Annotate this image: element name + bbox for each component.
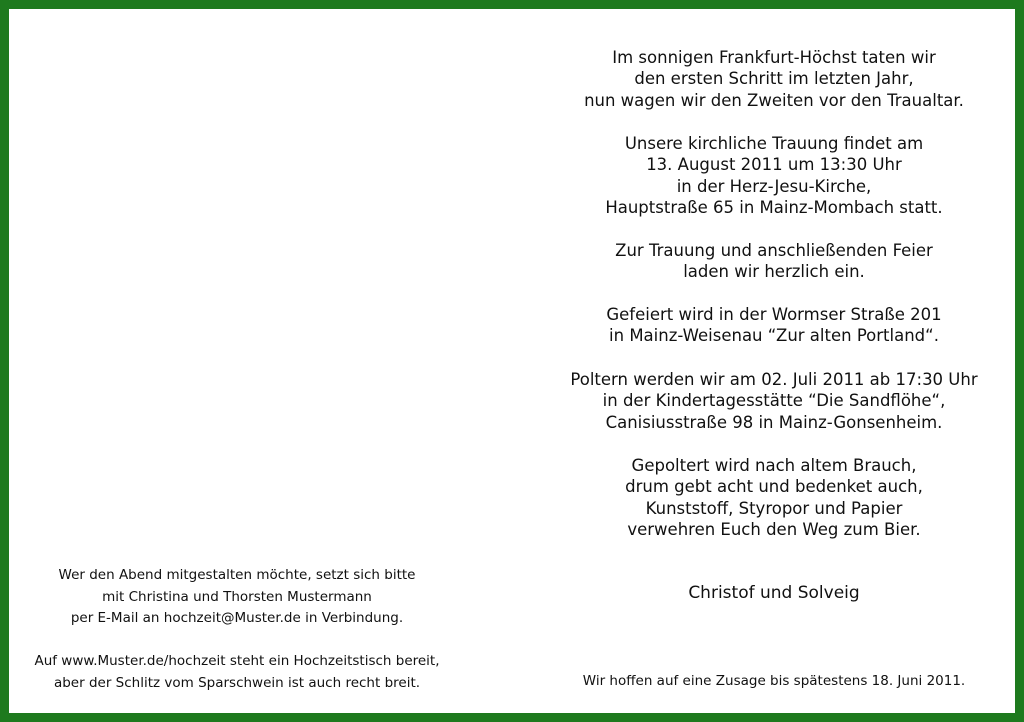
stanza-line: in Mainz-Weisenau “Zur alten Portland“. xyxy=(609,326,939,346)
stanza-line: Gefeiert wird in der Wormser Straße 201 xyxy=(606,305,942,324)
stanza-line: Kunststoff, Styropor und Papier xyxy=(645,498,903,518)
stanza-line: Poltern werden wir am 02. Juli 2011 ab 17:30 Uhr xyxy=(570,370,978,389)
left-line: mit Christina und Thorsten Mustermann xyxy=(102,588,372,605)
stanza-line: in der Kindertagesstätte “Die Sandflöhe“, xyxy=(602,391,946,411)
rsvp-note: Wir hoffen auf eine Zusage bis spätestens 18. Juni 2011. xyxy=(582,673,966,689)
stanza-ceremony xyxy=(556,133,992,219)
stanza-line: nun wagen wir den Zweiten vor den Traualtar. xyxy=(584,90,964,110)
stanza-line: in der Herz-Jesu-Kirche, xyxy=(676,176,872,196)
stanza-line: Zur Trauung und anschließenden Feier xyxy=(615,241,933,260)
stanza-line: 13. August 2011 um 13:30 Uhr xyxy=(646,155,902,175)
stanza-line: Canisiusstraße 98 in Mainz-Gonsenheim. xyxy=(605,412,943,432)
stanza-line: Unsere kirchliche Trauung findet am xyxy=(624,134,924,153)
stanza-intro xyxy=(556,47,992,111)
stanza-invitation xyxy=(556,240,992,283)
stanza-poem xyxy=(556,455,992,541)
stanza-line: drum gebt acht und bedenket auch, xyxy=(625,477,923,497)
left-line: Auf www.Muster.de/hochzeit steht ein Hochzeitstisch bereit, xyxy=(34,653,440,669)
signature: Christof und Solveig xyxy=(688,583,860,603)
stanza-line: Hauptstraße 65 in Mainz-Mombach statt. xyxy=(605,198,943,218)
stanza-polterabend xyxy=(556,369,992,433)
left-line: per E-Mail an hochzeit@Muster.de in Verbindung. xyxy=(70,610,404,626)
stanza-line: Im sonnigen Frankfurt-Höchst taten wir xyxy=(612,48,936,67)
stanza-party-venue xyxy=(556,304,992,347)
left-line: Wer den Abend mitgestalten möchte, setzt sich bitte xyxy=(58,567,416,583)
stanza-line: den ersten Schritt im letzten Jahr, xyxy=(634,69,914,89)
invitation-card xyxy=(9,9,1015,713)
stanza-line: verwehren Euch den Weg zum Bier. xyxy=(627,520,921,540)
stanza-line: Gepoltert wird nach altem Brauch, xyxy=(631,456,917,475)
stanza-line: laden wir herzlich ein. xyxy=(683,262,865,282)
left-gift-note xyxy=(21,651,453,694)
left-participation-note xyxy=(21,565,453,630)
left-line: aber der Schlitz vom Sparschwein ist auch recht breit. xyxy=(53,674,421,691)
